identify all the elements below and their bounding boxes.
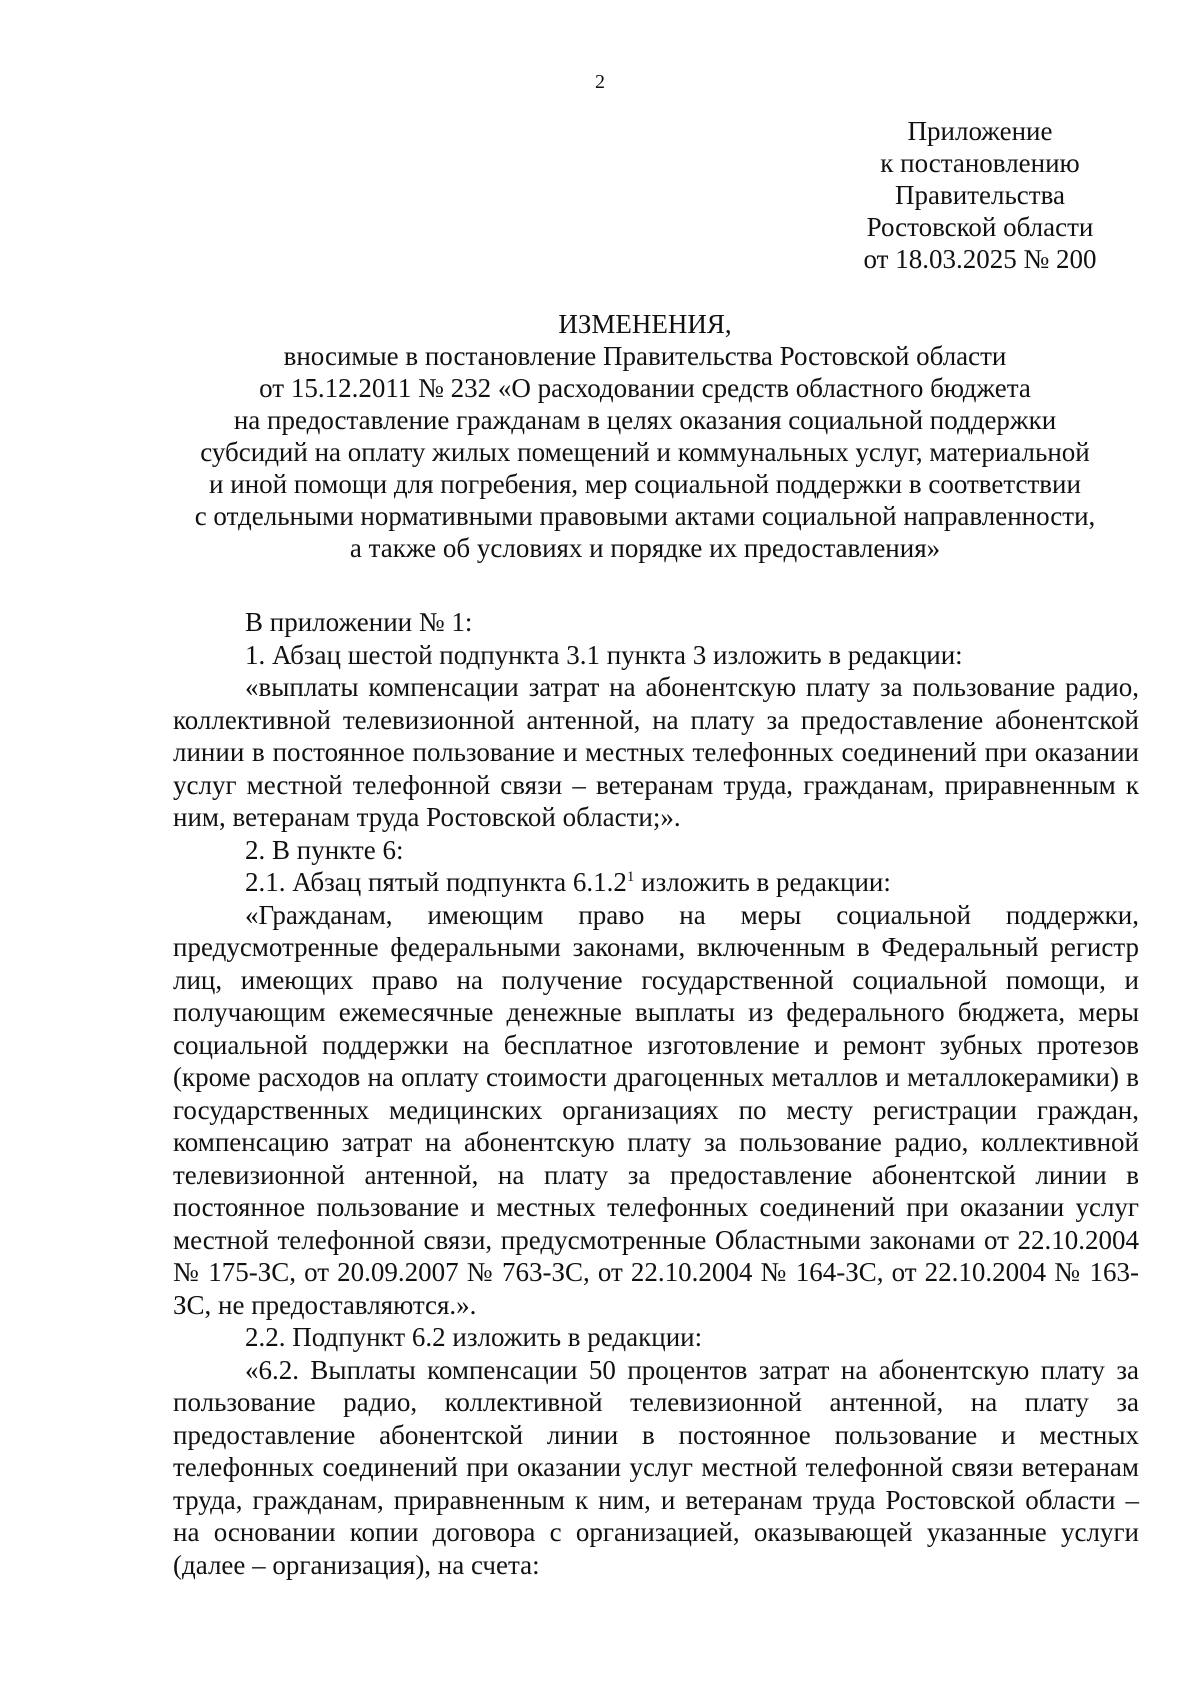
title-line: с отдельными нормативными правовыми актами социальной направленности, [194, 501, 1096, 531]
document-title [150, 308, 1140, 564]
paragraph [173, 866, 1139, 899]
paragraph-text: 2.1. Абзац пятый подпункта 6.1.2 [245, 867, 627, 897]
paragraph: 2. В пункте 6: [245, 834, 404, 865]
title-line: и иной помощи для погребения, мер социальной поддержки в соответствии [209, 469, 1081, 499]
appendix-line: Приложение [907, 116, 1053, 146]
appendix-block [835, 115, 1125, 275]
appendix-line: к постановлению [880, 148, 1080, 178]
quoted-paragraph: «Гражданам, имеющим право на меры социальной поддержки, предусмотренные федеральными законами, включенным в Федеральный регистр лиц, имеющих право на получение государственной социальной помощи, и получающим ежемесячные денежные выплаты из федерального бюджета, меры социальной поддержки на бесплатное изготовление и ремонт зубных протезов (кроме расходов на оплату стоимости драгоценных металлов и металлокерамики) в государственных медицинских организациях по месту регистрации граждан, компенсацию затрат на абонентскую плату за пользование радио, коллективной телевизионной антенной, на плату за предоставление абонентской линии в постоянное пользование и местных телефонных соединений при оказании услуг местной телефонной связи, предусмотренные Областными законами от 22.10.2004 № 175-ЗС, от 20.09.2007 № 763-ЗС, от 22.10.2004 № 164-ЗС, от 22.10.2004 № 163-ЗС, не предоставляются.». [173, 899, 1139, 1320]
document-body [173, 606, 1139, 1581]
title-line: вносимые в постановление Правительства Ростовской области [283, 341, 1007, 371]
appendix-line: от 18.03.2025 № 200 [863, 244, 1097, 274]
appendix-line: Ростовской области [866, 212, 1094, 242]
title-line: а также об условиях и порядке их предоставления» [349, 533, 941, 563]
superscript: 1 [626, 869, 635, 885]
title-line: на предоставление гражданам в целях оказания социальной поддержки [233, 405, 1057, 435]
paragraph-text: изложить в редакции: [634, 867, 891, 897]
title-line: субсидий на оплату жилых помещений и коммунальных услуг, материальной [200, 437, 1090, 467]
title-line: от 15.12.2011 № 232 «О расходовании средств областного бюджета [259, 373, 1031, 403]
appendix-line: Правительства [895, 180, 1065, 210]
paragraph: В приложении № 1: [245, 607, 473, 637]
paragraph: 2.2. Подпункт 6.2 изложить в редакции: [245, 1322, 703, 1352]
paragraph: 1. Абзац шестой подпункта 3.1 пункта 3 изложить в редакции: [245, 639, 963, 670]
page-number: 2 [595, 71, 605, 93]
quoted-paragraph: «6.2. Выплаты компенсации 50 процентов затрат на абонентскую плату за пользование радио, коллективной телевизионной антенной, на плату за предоставление абонентской линии в постоянное пользование и местных телефонных соединений при оказании услуг местной телефонной связи ветеранам труда, гражданам, приравненным к ним, и ветеранам труда Ростовской области – на основании копии договора с организацией, оказывающей указанные услуги (далее – организация), на счета: [173, 1354, 1139, 1580]
quoted-paragraph: «выплаты компенсации затрат на абонентскую плату за пользование радио, коллективной телевизионной антенной, на плату за предоставление абонентской линии в постоянное пользование и местных телефонных соединений при оказании услуг местной телефонной связи – ветеранам труда, гражданам, приравненным к ним, ветеранам труда Ростовской области;». [173, 672, 1139, 832]
title-heading: ИЗМЕНЕНИЯ, [558, 309, 732, 339]
